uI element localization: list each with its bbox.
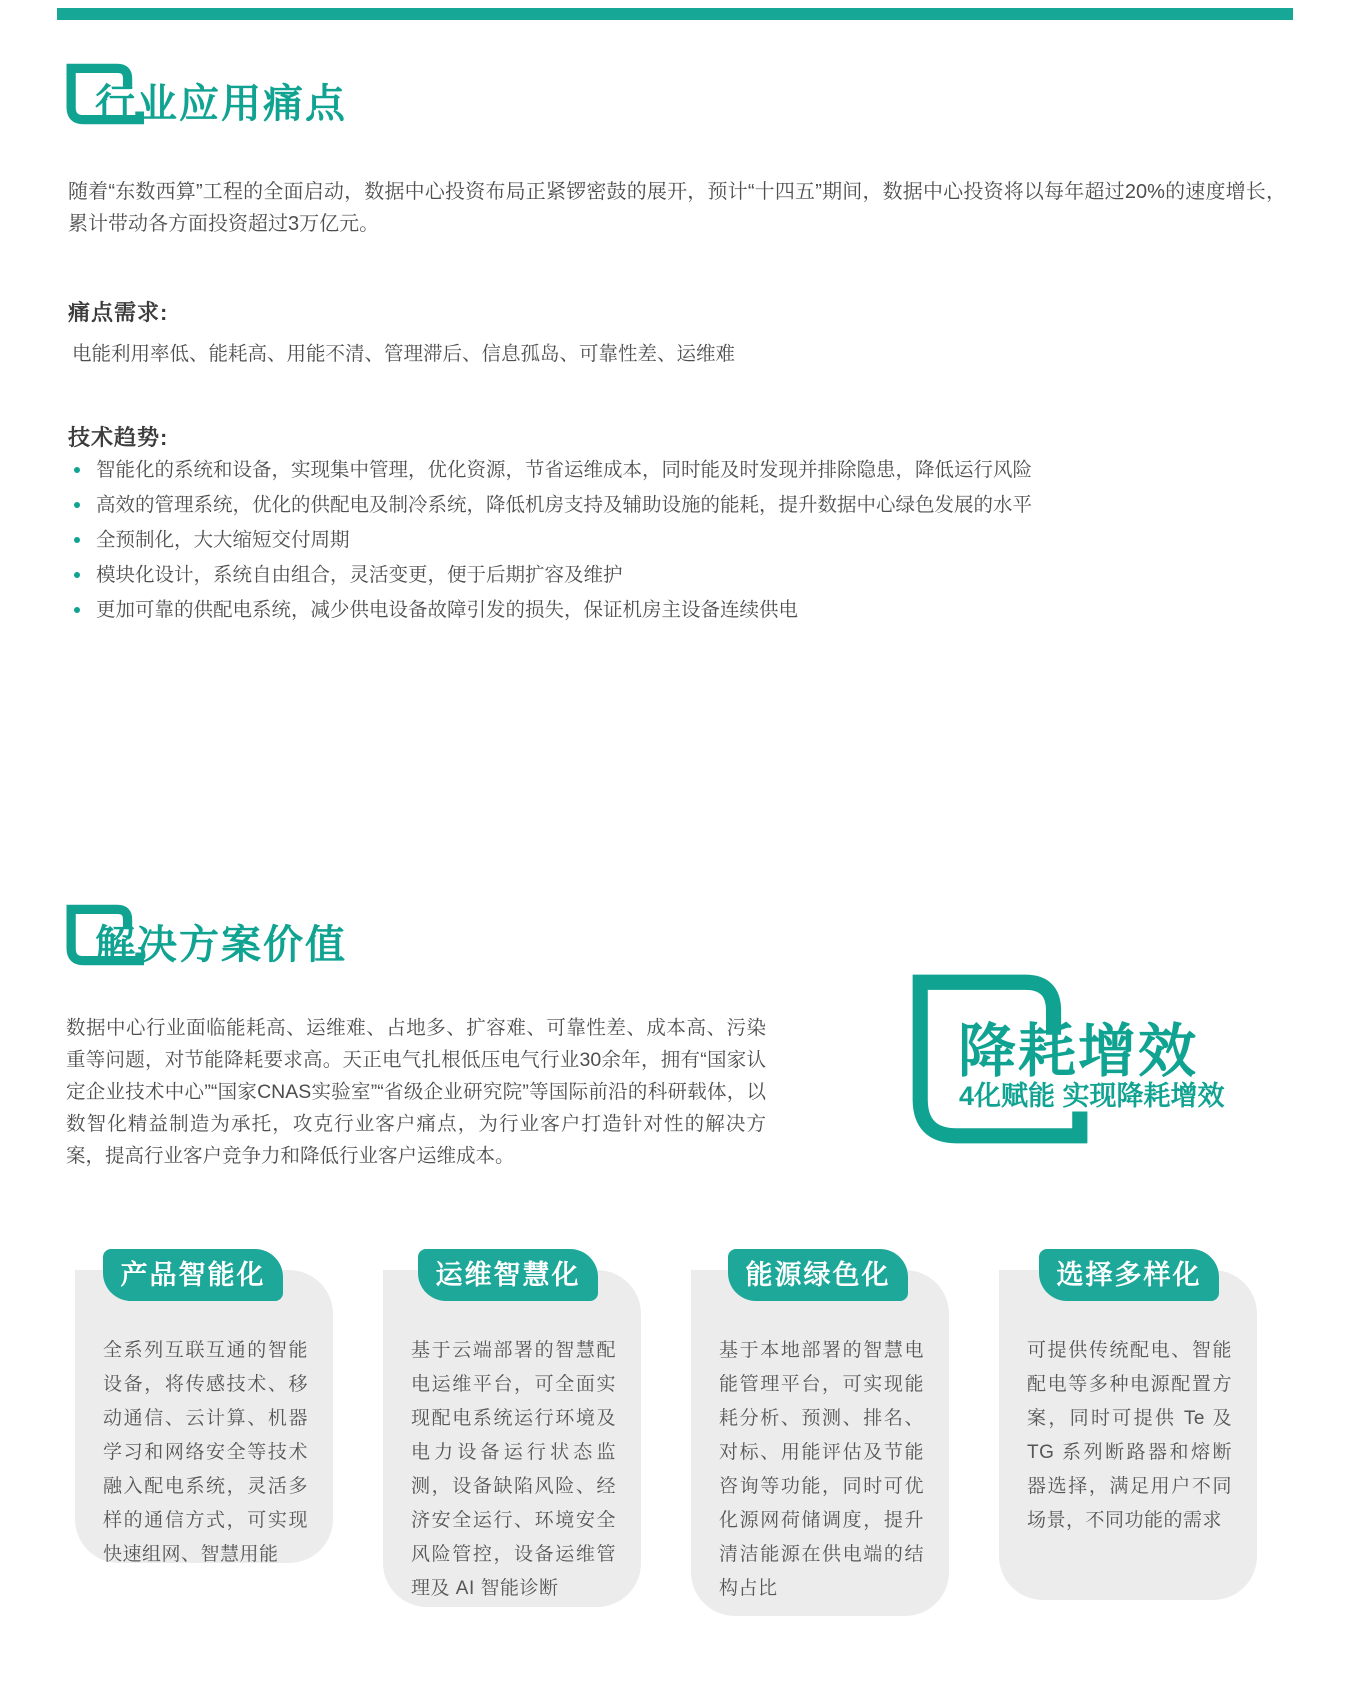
benefit-headline: 降耗增效	[958, 1019, 1199, 1084]
trend-item-text: 智能化的系统和设备，实现集中管理，优化资源，节省运维成本，同时能及时发现并排除隐患，降低运行风险	[96, 459, 1033, 481]
trend-item	[68, 530, 1258, 550]
bullet-dot-icon	[74, 572, 80, 578]
bullet-dot-icon	[74, 537, 80, 543]
bullet-dot-icon	[74, 467, 80, 473]
card-background	[691, 1270, 949, 1616]
trend-item	[68, 495, 1258, 515]
trend-item-text: 模块化设计，系统自由组合，灵活变更，便于后期扩容及维护	[96, 564, 623, 586]
section-title-pain-points: 行业应用痛点	[95, 82, 347, 126]
card-background	[383, 1270, 641, 1607]
bullet-dot-icon	[74, 502, 80, 508]
card-title-pill: 产品智能化	[103, 1249, 283, 1301]
trend-item-text: 更加可靠的供配电系统，减少供电设备故障引发的损失，保证机房主设备连续供电	[96, 599, 799, 621]
pain-demand-list: 电能利用率低、能耗高、用能不清、管理滞后、信息孤岛、可靠性差、运维难	[72, 343, 736, 365]
card-diverse-choice	[999, 1249, 1257, 1531]
trend-item	[68, 600, 1258, 620]
card-body-text: 可提供传统配电、智能配电等多种电源配置方案，同时可提供 Te 及 TG 系列断路器和熔断器选择，满足用户不同场景，不同功能的需求	[1027, 1340, 1232, 1531]
card-background	[75, 1270, 333, 1563]
pain-demand-heading: 痛点需求:	[68, 300, 169, 325]
card-ops-intelligence	[383, 1249, 641, 1599]
bullet-dot-icon	[74, 607, 80, 613]
trend-item-text: 高效的管理系统，优化的供配电及制冷系统，降低机房支持及辅助设施的能耗，提升数据中心绿色发展的水平	[96, 494, 1033, 516]
trend-item-text: 全预制化，大大缩短交付周期	[96, 529, 350, 551]
card-body-text: 基于云端部署的智慧配电运维平台，可全面实现配电系统运行环境及电力设备运行状态监测，设备缺陷风险、经济安全运行、环境安全风险管控，设备运维管理及 AI 智能诊断	[411, 1340, 616, 1599]
card-title-pill: 选择多样化	[1039, 1249, 1219, 1301]
solution-paragraph: 数据中心行业面临能耗高、运维难、占地多、扩容难、可靠性差、成本高、污染重等问题，对节能降耗要求高。天正电气扎根低压电气行业30余年，拥有“国家认定企业技术中心”“国家CNAS实验室”“省级企业研究院”等国际前沿的科研载体，以数智化精益制造为承托，攻克行业客户痛点，为行业客户打造针对性的解决方案，提高行业客户竞争力和降低行业客户运维成本。	[66, 1017, 766, 1167]
card-title-pill: 运维智慧化	[418, 1249, 598, 1301]
benefit-subline: 4化赋能 实现降耗增效	[959, 1081, 1225, 1111]
trend-item	[68, 565, 1258, 585]
intro-paragraph: 随着“东数西算”工程的全面启动，数据中心投资布局正紧锣密鼓的展开，预计“十四五”期间，数据中心投资将以每年超过20%的速度增长，累计带动各方面投资超过3万亿元。	[68, 181, 1286, 235]
section-title-solution-value: 解决方案价值	[95, 923, 347, 967]
card-title-pill: 能源绿色化	[728, 1249, 908, 1301]
card-green-energy	[691, 1249, 949, 1599]
card-product-intelligence	[75, 1249, 333, 1565]
card-body-text: 基于本地部署的智慧电能管理平台，可实现能耗分析、预测、排名、对标、用能评估及节能咨询等功能，同时可优化源网荷储调度，提升清洁能源在供电端的结构占比	[719, 1340, 924, 1599]
trend-item	[68, 460, 1258, 480]
top-accent-bar	[57, 8, 1293, 20]
tech-trend-heading: 技术趋势:	[68, 425, 169, 450]
card-background	[999, 1270, 1257, 1600]
tech-trend-list	[68, 460, 1258, 635]
card-body-text: 全系列互联互通的智能设备，将传感技术、移动通信、云计算、机器学习和网络安全等技术融入配电系统，灵活多样的通信方式，可实现快速组网、智慧用能	[103, 1340, 308, 1565]
